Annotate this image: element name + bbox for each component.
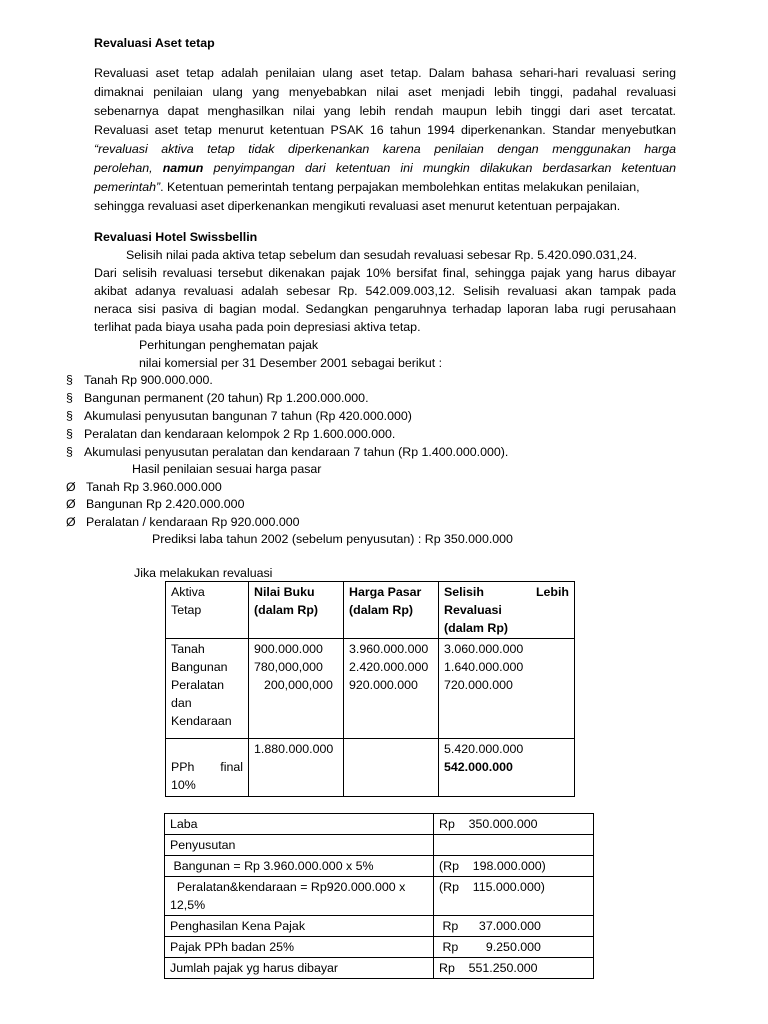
list-item: Akumulasi penyusutan bangunan 7 tahun (Rp 420.000.000) bbox=[84, 409, 412, 423]
list-item: Akumulasi penyusutan peralatan dan kendaraan 7 tahun (Rp 1.400.000.000). bbox=[84, 445, 509, 459]
header-aktiva bbox=[166, 582, 249, 639]
prediction-text: Prediksi laba tahun 2002 (sebelum penyusutan) : Rp 350.000.000 bbox=[152, 532, 513, 546]
row-value bbox=[434, 835, 594, 856]
list-item: Bangunan Rp 2.420.000.000 bbox=[86, 497, 245, 511]
p2-line4: neraca sisi pasiva di bagian modal. Sedangkan pengaruhnya terhadap laporan laba rugi perusahaan bbox=[94, 302, 676, 316]
tax-calculation-table bbox=[164, 813, 594, 979]
cell-text: (dalam Rp) bbox=[444, 621, 509, 635]
row-value: Rp 9.250.000 bbox=[434, 937, 594, 958]
p2-line3: akibat adanya revaluasi adalah sebesar Rp. 542.009.003,12. Selisih revaluasi akan tampak pada bbox=[94, 284, 676, 298]
header-selisih bbox=[439, 582, 575, 639]
cell-empty bbox=[344, 739, 439, 797]
row-value: Rp 350.000.000 bbox=[434, 814, 594, 835]
row-value: (Rp 198.000.000) bbox=[434, 856, 594, 877]
table-row bbox=[165, 835, 594, 856]
list-item: Peralatan / kendaraan Rp 920.000.000 bbox=[86, 515, 300, 529]
calc-subtitle: nilai komersial per 31 Desember 2001 sebagai berikut : bbox=[139, 356, 443, 370]
cell-text: 780,000,000 bbox=[254, 660, 323, 674]
header-harga-pasar bbox=[344, 582, 439, 639]
table-row bbox=[165, 856, 594, 877]
heading-revaluasi-aset-tetap: Revaluasi Aset tetap bbox=[94, 36, 215, 50]
p1-l6c: penyimpangan dari ketentuan ini mungkin dilakukan berdasarkan ketentuan bbox=[213, 161, 676, 175]
p1-l6a: perolehan, bbox=[94, 161, 153, 175]
row-label: Bangunan = Rp 3.960.000.000 x 5% bbox=[165, 856, 434, 877]
p1-line3: sebenarnya dapat menghasilkan nilai yang lebih rendah maupun lebih tinggi dari aset tercatat. bbox=[94, 104, 676, 118]
bullet-symbol: § bbox=[66, 409, 73, 423]
cell-text: (dalam Rp) bbox=[349, 603, 414, 617]
row-label: Peralatan&kendaraan = Rp920.000.000 x 12,5% bbox=[165, 877, 434, 916]
cell-nilai-buku bbox=[249, 639, 344, 739]
bullet-symbol: Ø bbox=[66, 497, 76, 511]
table-row bbox=[165, 877, 594, 916]
cell-text: Bangunan bbox=[171, 660, 228, 674]
cell-text: dan bbox=[171, 696, 192, 710]
cell-text: 10% bbox=[171, 778, 196, 792]
p1-line2: dimaknai penilaian ulang yang menyebabkan nilai aset menjadi lebih tinggi, padahal revaluasi bbox=[94, 85, 676, 99]
cell-text: 2.420.000.000 bbox=[349, 660, 429, 674]
p1-line8: sehingga revaluasi aset diperkenankan mengikuti revaluasi aset menurut ketentuan perpajakan. bbox=[94, 199, 621, 213]
row-label: Jumlah pajak yg harus dibayar bbox=[165, 958, 434, 979]
p1-l7b: . Ketentuan pemerintah tentang perpajakan membolehkan entitas melakukan penilaian, bbox=[160, 180, 640, 194]
bullet-symbol: § bbox=[66, 391, 73, 405]
table-row bbox=[165, 958, 594, 979]
cell-text: Tanah bbox=[171, 642, 205, 656]
cell-text: Tetap bbox=[171, 603, 202, 617]
cell-text: 920.000.000 bbox=[349, 678, 418, 692]
cell-text: Nilai Buku bbox=[254, 585, 315, 599]
cell-text: final bbox=[220, 760, 243, 774]
p1-line1: Revaluasi aset tetap adalah penilaian ulang aset tetap. Dalam bahasa sehari-hari revaluasi sering bbox=[94, 66, 676, 80]
cell-text: 5.420.000.000 bbox=[444, 742, 524, 756]
p2-line2: Dari selisih revaluasi tersebut dikenakan pajak 10% bersifat final, sehingga pajak yang harus dibayar bbox=[94, 266, 676, 280]
header-nilai-buku bbox=[249, 582, 344, 639]
bullet-symbol: Ø bbox=[66, 480, 76, 494]
p1-l7a: pemerintah” bbox=[94, 180, 161, 194]
cell-text: (dalam Rp) bbox=[254, 603, 319, 617]
cell-text: Aktiva bbox=[171, 585, 205, 599]
row-label: Penyusutan bbox=[165, 835, 434, 856]
list-item: Tanah Rp 900.000.000. bbox=[84, 373, 213, 387]
market-title: Hasil penilaian sesuai harga pasar bbox=[132, 462, 322, 476]
cell-text: Selisih bbox=[444, 585, 484, 599]
cell-text: 1.640.000.000 bbox=[444, 660, 524, 674]
cell-text: Lebih bbox=[535, 585, 569, 599]
row-value: Rp 551.250.000 bbox=[434, 958, 594, 979]
p2-line5: terlihat pada biaya usaha pada poin depresiasi aktiva tetap. bbox=[94, 320, 421, 334]
p2-line1: Selisih nilai pada aktiva tetap sebelum dan sesudah revaluasi sebesar Rp. 5.420.090.031,24. bbox=[126, 248, 638, 262]
p1-line5: “revaluasi aktiva tetap tidak diperkenankan karena penilaian dengan menggunakan harga bbox=[94, 142, 676, 156]
revaluation-table bbox=[165, 581, 575, 797]
cell-total-nilai-buku bbox=[249, 739, 344, 797]
row-label: Pajak PPh badan 25% bbox=[165, 937, 434, 958]
cell-text: 200,000,000 bbox=[264, 678, 333, 692]
bullet-symbol: § bbox=[66, 445, 73, 459]
p1-line4: Revaluasi aset tetap menurut ketentuan PSAK 16 tahun 1994 diperkenankan. Standar menyebutkan bbox=[94, 123, 676, 137]
row-label: Laba bbox=[165, 814, 434, 835]
table-row bbox=[165, 916, 594, 937]
table-row bbox=[165, 814, 594, 835]
cell-text: 3.060.000.000 bbox=[444, 642, 524, 656]
list-item: Tanah Rp 3.960.000.000 bbox=[86, 480, 222, 494]
cell-text: 3.960.000.000 bbox=[349, 642, 429, 656]
cell-aset-names bbox=[166, 639, 249, 739]
cell-text: Harga Pasar bbox=[349, 585, 422, 599]
p1-line7 bbox=[94, 180, 640, 194]
cell-text: Revaluasi bbox=[444, 603, 502, 617]
cell-text: Kendaraan bbox=[171, 714, 232, 728]
cell-text: 1.880.000.000 bbox=[254, 742, 334, 756]
calc-title: Perhitungan penghematan pajak bbox=[139, 338, 319, 352]
bullet-symbol: Ø bbox=[66, 515, 76, 529]
row-label: Penghasilan Kena Pajak bbox=[165, 916, 434, 937]
cell-harga-pasar bbox=[344, 639, 439, 739]
cell-text: PPh bbox=[171, 760, 195, 774]
list-item: Bangunan permanent (20 tahun) Rp 1.200.000.000. bbox=[84, 391, 369, 405]
row-value: (Rp 115.000.000) bbox=[434, 877, 594, 916]
table1-caption: Jika melakukan revaluasi bbox=[134, 566, 273, 580]
list-item: Peralatan dan kendaraan kelompok 2 Rp 1.600.000.000. bbox=[84, 427, 396, 441]
p1-line6 bbox=[94, 161, 676, 175]
cell-text: 720.000.000 bbox=[444, 678, 513, 692]
cell-pph-label bbox=[166, 739, 249, 797]
table-row bbox=[165, 937, 594, 958]
cell-text: Peralatan bbox=[171, 678, 225, 692]
row-value: Rp 37.000.000 bbox=[434, 916, 594, 937]
cell-text: 900.000.000 bbox=[254, 642, 323, 656]
p1-l6b: namun bbox=[162, 161, 204, 175]
cell-text: 542.000.000 bbox=[444, 760, 513, 774]
cell-total-selisih bbox=[439, 739, 575, 797]
bullet-symbol: § bbox=[66, 427, 73, 441]
cell-selisih bbox=[439, 639, 575, 739]
bullet-symbol: § bbox=[66, 373, 73, 387]
heading-revaluasi-hotel: Revaluasi Hotel Swissbellin bbox=[94, 230, 258, 244]
